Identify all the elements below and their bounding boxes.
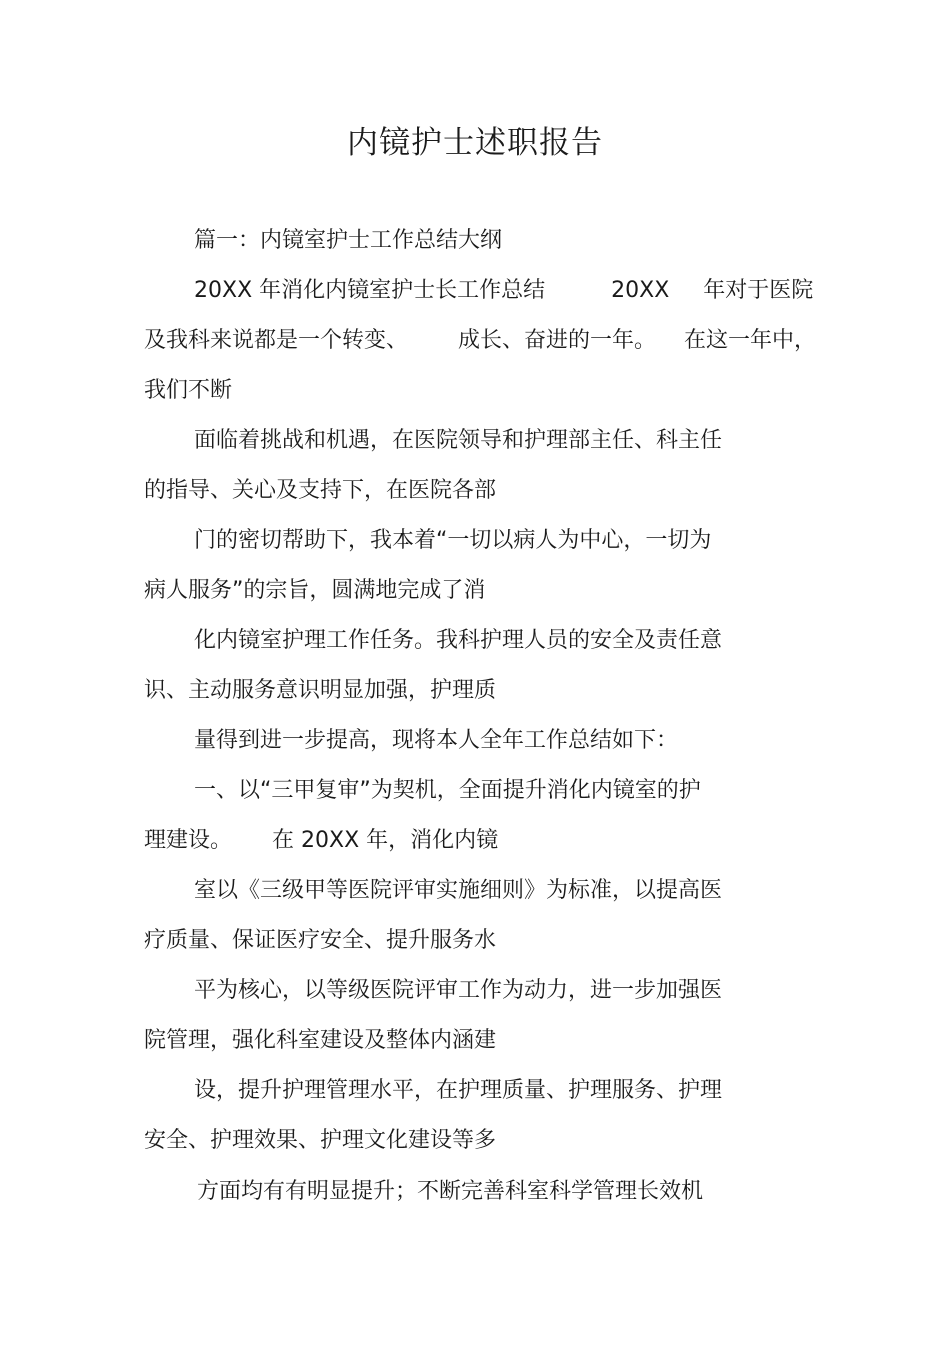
paragraph-line: 化内镜室护理工作任务。我科护理人员的安全及责任意 bbox=[194, 628, 723, 653]
text-segment: 成长、奋进的一年。 bbox=[458, 328, 657, 353]
text-segment: 理建设。 bbox=[144, 828, 233, 853]
paragraph-line: 识、主动服务意识明显加强，护理质 bbox=[144, 678, 497, 703]
paragraph-line: 平为核心，以等级医院评审工作为动力，进一步加强医 bbox=[194, 978, 723, 1003]
text-segment: 及我科来说都是一个转变、 bbox=[144, 328, 409, 353]
paragraph-line: 安全、护理效果、护理文化建设等多 bbox=[144, 1128, 497, 1153]
paragraph-line: 门的密切帮助下，我本着“一切以病人为中心，一切为 bbox=[194, 528, 712, 553]
paragraph-line bbox=[194, 276, 813, 306]
text-segment: 20XX 年消化内镜室护士长工作总结 bbox=[194, 278, 546, 303]
text-segment: 在 20XX 年，消化内镜 bbox=[272, 828, 499, 853]
paragraph-line bbox=[144, 826, 498, 856]
paragraph-line: 面临着挑战和机遇，在医院领导和护理部主任、科主任 bbox=[194, 428, 723, 453]
paragraph-line: 设，提升护理管理水平，在护理质量、护理服务、护理 bbox=[194, 1078, 723, 1103]
section-heading: 篇一：内镜室护士工作总结大纲 bbox=[194, 228, 503, 253]
text-segment: 在这一年中， bbox=[684, 328, 817, 353]
paragraph-line: 一、以“三甲复审”为契机，全面提升消化内镜室的护 bbox=[194, 778, 701, 803]
paragraph-line: 量得到进一步提高，现将本人全年工作总结如下： bbox=[194, 728, 679, 753]
paragraph-line: 院管理，强化科室建设及整体内涵建 bbox=[144, 1028, 497, 1053]
paragraph-line: 室以《三级甲等医院评审实施细则》为标准，以提高医 bbox=[194, 878, 723, 903]
paragraph-line: 疗质量、保证医疗安全、提升服务水 bbox=[144, 928, 497, 953]
paragraph-line: 病人服务”的宗旨，圆满地完成了消 bbox=[144, 578, 486, 603]
text-segment: 年对于医院 bbox=[703, 278, 814, 303]
text-segment: 20XX bbox=[611, 278, 670, 303]
paragraph-line: 方面均有有明显提升；不断完善科室科学管理长效机 bbox=[197, 1179, 704, 1204]
document-title: 内镜护士述职报告 bbox=[347, 125, 603, 161]
paragraph-line bbox=[144, 326, 816, 356]
paragraph-line: 我们不断 bbox=[144, 378, 233, 403]
paragraph-line: 的指导、关心及支持下，在医院各部 bbox=[144, 478, 497, 503]
